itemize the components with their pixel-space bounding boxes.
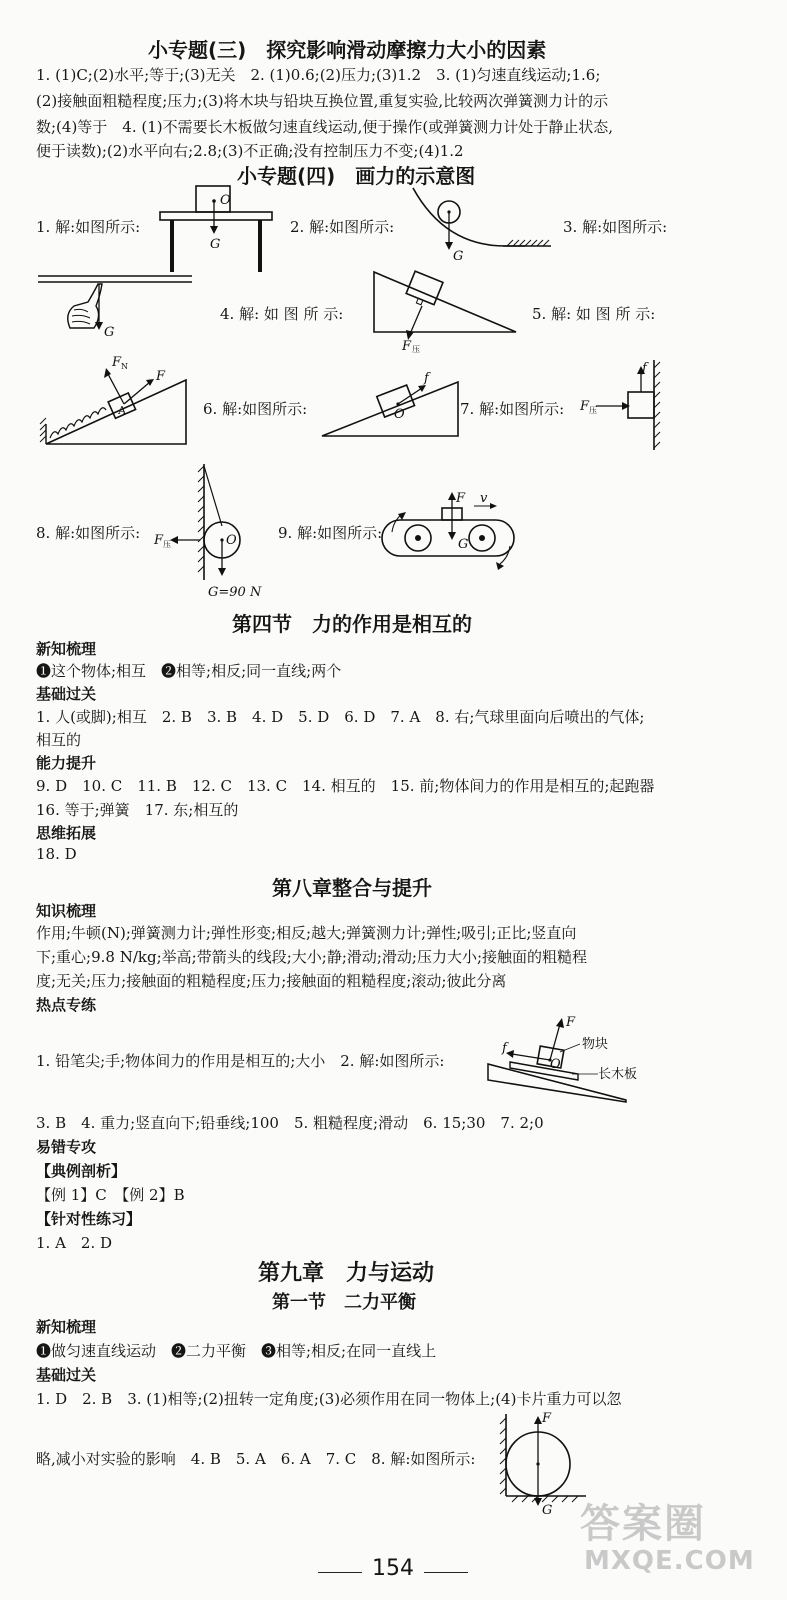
- svg-text:O: O: [226, 533, 237, 548]
- svg-text:F: F: [542, 1411, 552, 1426]
- answer-line: 数;(4)等于 4. (1)不需要长木板做匀速直线运动,便于操作(或弹簧测力计处于静止状态,: [36, 118, 614, 136]
- heading-error-prone: 易错专攻: [36, 1138, 97, 1156]
- q2-label: 2. 解:如图所示:: [290, 218, 395, 236]
- svg-text:f: f: [502, 1041, 507, 1056]
- answer-line: 3. B 4. 重力;竖直向下;铅垂线;100 5. 粗糙程度;滑动 6. 15;30 7. 2;0: [36, 1114, 544, 1132]
- q4-label: 4. 解: 如 图 所 示:: [220, 305, 344, 323]
- page-number-rule-left: [318, 1572, 362, 1573]
- answer-line: 1. 人(或脚);相互 2. B 3. B 4. D 5. D 6. D 7. A 8. 右;气球里面向后喷出的气体;: [36, 708, 645, 726]
- figure-wall-block: [574, 356, 664, 452]
- svg-text:v: v: [480, 491, 488, 506]
- answer-line: ❶做匀速直线运动 ❷二力平衡 ❸相等;相反;在同一直线上: [36, 1342, 437, 1360]
- svg-text:F: F: [154, 533, 164, 548]
- answer-line: 1. A 2. D: [36, 1234, 113, 1252]
- svg-text:F: F: [112, 355, 122, 370]
- section-title-chapter8-review: 第八章整合与提升: [272, 876, 432, 900]
- svg-text:G: G: [458, 537, 469, 552]
- answer-line: 相互的: [36, 731, 82, 749]
- heading-basic: 基础过关: [36, 1366, 97, 1384]
- svg-text:O: O: [394, 407, 405, 422]
- label-O: O: [220, 193, 231, 208]
- section-title-force-diagram: 小专题(四) 画力的示意图: [237, 164, 476, 188]
- answer-line: 16. 等于;弹簧 17. 东;相互的: [36, 801, 239, 819]
- answer-line: ❶这个物体;相互 ❷相等;相反;同一直线;两个: [36, 662, 342, 680]
- svg-text:F: F: [580, 399, 590, 414]
- q7-label: 7. 解:如图所示:: [460, 400, 565, 418]
- answer-line: 18. D: [36, 845, 77, 863]
- q8-label: 8. 解:如图所示:: [36, 524, 141, 542]
- heading-knowledge: 新知梳理: [36, 1318, 97, 1336]
- svg-text:A: A: [118, 404, 126, 417]
- q6-label: 6. 解:如图所示:: [203, 400, 308, 418]
- svg-text:G: G: [453, 249, 464, 264]
- section-title-balance: 第一节 二力平衡: [272, 1292, 416, 1313]
- page-number-rule-right: [424, 1572, 468, 1573]
- watermark-url: MXQE.COM: [584, 1546, 755, 1576]
- figure-ball-curve: [405, 184, 555, 264]
- svg-text:f: f: [424, 371, 429, 386]
- heading-knowledge: 知识梳理: [36, 902, 97, 920]
- answer-line: 9. D 10. C 11. B 12. C 13. C 14. 相互的 15. 前;物体间力的作用是相互的;起跑器: [36, 777, 655, 795]
- label-board: 长木板: [598, 1067, 638, 1082]
- svg-text:N: N: [121, 362, 128, 371]
- answer-line: 下;重心;9.8 N/kg;举高;带箭头的线段;大小;静;滑动;滑动;压力大小;接触面的粗糙程: [36, 948, 588, 966]
- heading-basic: 基础过关: [36, 685, 97, 703]
- svg-text:F: F: [156, 369, 166, 384]
- figure-board-block: [480, 1015, 638, 1108]
- answer-line: 作用;牛顿(N);弹簧测力计;弹性形变;相反;越大;弹簧测力计;弹性;吸引;正比;竖直向: [36, 924, 577, 942]
- figure-spring-incline: [36, 352, 196, 452]
- svg-text:压: 压: [163, 540, 171, 549]
- q1-label: 1. 解:如图所示:: [36, 218, 141, 236]
- figure-conveyor: [384, 492, 520, 574]
- answer-line: 便于读数);(2)水平向右;2.8;(3)不正确;没有控制压力不变;(4)1.2: [36, 142, 464, 160]
- page-number: 154: [372, 1556, 414, 1581]
- heading-extension: 思维拓展: [36, 824, 97, 842]
- answer-line: 1. 铅笔尖;手;物体间力的作用是相互的;大小 2. 解:如图所示:: [36, 1052, 445, 1070]
- section-title-interaction: 第四节 力的作用是相互的: [232, 612, 472, 636]
- answer-line: (2)接触面粗糙程度;压力;(3)将木块与铅块互换位置,重复实验,比较两次弹簧测力计的示: [36, 92, 609, 110]
- answer-line: 度;无关;压力;接触面的粗糙程度;压力;接触面的粗糙程度;滚动;彼此分离: [36, 972, 507, 990]
- q3-label: 3. 解:如图所示:: [563, 218, 668, 236]
- heading-ability: 能力提升: [36, 754, 97, 772]
- svg-text:f: f: [642, 361, 647, 376]
- label-block: 物块: [582, 1037, 609, 1052]
- svg-text:压: 压: [589, 406, 597, 415]
- answer-line: 1. (1)C;(2)水平;等于;(3)无关 2. (1)0.6;(2)压力;(3)1.2 3. (1)匀速直线运动;1.6;: [36, 66, 601, 84]
- svg-text:O: O: [550, 1057, 561, 1072]
- label-G: G: [210, 237, 221, 252]
- heading-hotspot: 热点专练: [36, 996, 97, 1014]
- heading-targeted-practice: 【针对性练习】: [36, 1210, 142, 1228]
- q9-label: 9. 解:如图所示:: [278, 524, 383, 542]
- answer-line: 略,减小对实验的影响 4. B 5. A 6. A 7. C 8. 解:如图所示:: [36, 1450, 476, 1468]
- svg-text:F: F: [566, 1015, 576, 1030]
- q5-label: 5. 解: 如 图 所 示:: [532, 305, 656, 323]
- figure-table-block: [152, 184, 280, 276]
- heading-example-analysis: 【典例剖析】: [36, 1162, 127, 1180]
- figure-incline-block: [372, 268, 520, 354]
- svg-text:G=90 N: G=90 N: [208, 585, 262, 600]
- svg-text:F: F: [456, 491, 466, 506]
- svg-text:压: 压: [412, 345, 420, 354]
- figure-hand-rope: [36, 270, 196, 342]
- svg-text:G: G: [542, 1503, 553, 1518]
- section-title-friction: 小专题(三) 探究影响滑动摩擦力大小的因素: [148, 38, 547, 62]
- answer-line: 1. D 2. B 3. (1)相等;(2)扭转一定角度;(3)必须作用在同一物体上;(4)卡片重力可以忽: [36, 1390, 622, 1408]
- heading-knowledge: 新知梳理: [36, 640, 97, 658]
- answer-line: 【例 1】C 【例 2】B: [36, 1186, 185, 1204]
- chapter-title-9: 第九章 力与运动: [258, 1261, 435, 1286]
- figure-incline-friction: [318, 368, 462, 440]
- svg-text:F: F: [402, 339, 412, 354]
- figure-wall-ball: [150, 460, 260, 600]
- svg-text:G: G: [104, 325, 115, 340]
- watermark-logo: 答案圈: [580, 1501, 706, 1547]
